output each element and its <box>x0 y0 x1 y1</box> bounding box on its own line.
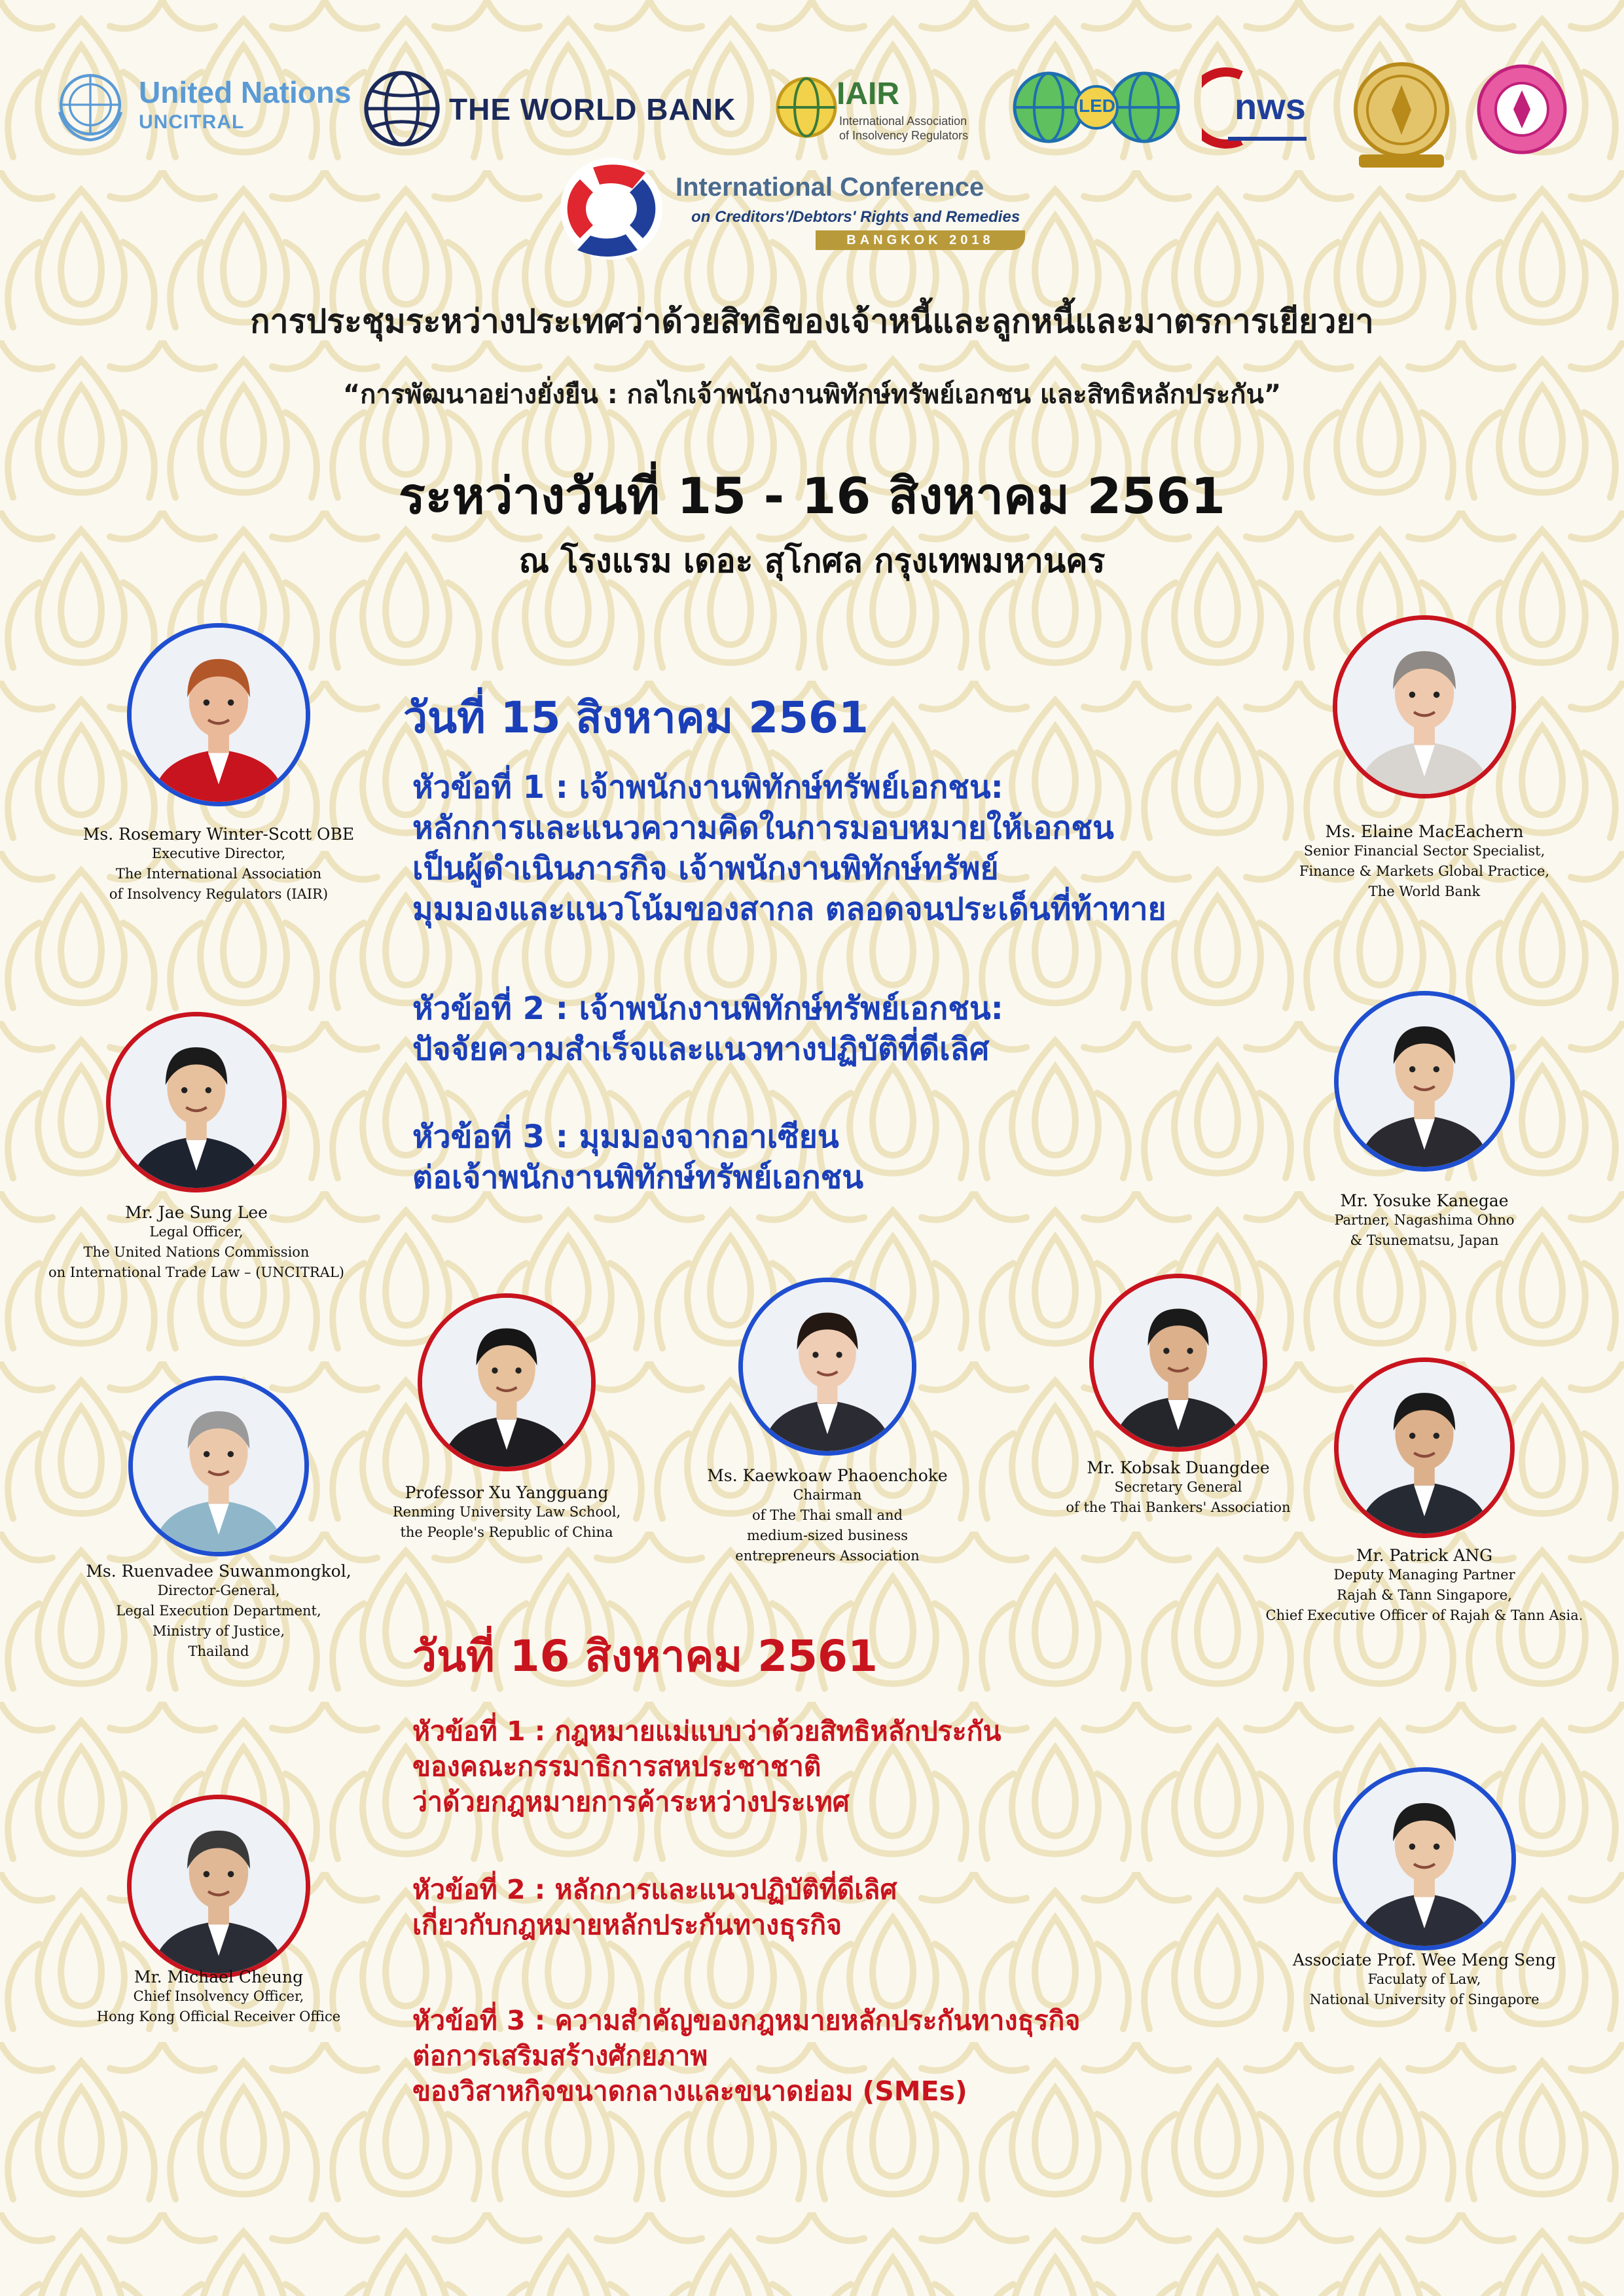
conference-title: International Conference <box>676 173 984 202</box>
day1-topic-1 <box>412 767 1166 929</box>
conference-date: ระหว่างวันที่ 15 - 16 สิงหาคม 2561 <box>398 467 1226 525</box>
speaker-name: Mr. Patrick ANG <box>1356 1546 1493 1565</box>
conference-venue: ณ โรงแรม เดอะ สุโกศล กรุงเทพมหานคร <box>518 542 1106 580</box>
topic-line: ของวิสาหกิจขนาดกลางและขนาดย่อม (SMEs) <box>412 2075 967 2107</box>
speaker-photo <box>128 1376 309 1556</box>
iair-sub-1: International Association <box>839 115 967 128</box>
topic-line: ต่อเจ้าพนักงานพิทักษ์ทรัพย์เอกชน <box>412 1159 864 1196</box>
speaker-role: of Insolvency Regulators (IAIR) <box>109 886 329 902</box>
speaker-name: Mr. Yosuke Kanegae <box>1340 1191 1509 1210</box>
speaker-caption <box>0 1203 393 1283</box>
speaker-caption <box>690 1466 965 1566</box>
world-bank-logo <box>361 68 761 153</box>
speaker-avatar-icon <box>1337 620 1511 794</box>
day2-topic-1 <box>412 1713 1001 1820</box>
speaker-caption <box>1028 1458 1329 1518</box>
day2-heading: วันที่ 16 สิงหาคม 2561 <box>412 1631 878 1681</box>
speaker-avatar-icon <box>111 1016 282 1188</box>
speaker-role: The World Bank <box>1368 884 1481 899</box>
speaker-caption <box>1241 822 1608 902</box>
conference-logo <box>554 153 1077 264</box>
speaker-role: Executive Director, <box>151 846 286 861</box>
led-name: LED <box>1079 96 1115 116</box>
speaker-avatar-icon <box>1337 1772 1511 1946</box>
topic-line: หัวข้อที่ 2 : เจ้าพนักงานพิทักษ์ทรัพย์เอกชน: <box>412 990 1003 1027</box>
speaker-name: Ms. Rosemary Winter-Scott OBE <box>82 825 355 844</box>
speaker-caption <box>1241 1191 1608 1251</box>
speaker-role: National University of Singapore <box>1309 1992 1540 2007</box>
nws-logo <box>1202 65 1313 151</box>
speaker-name: Ms. Kaewkoaw Phaoenchoke <box>707 1466 948 1485</box>
topic-line: หัวข้อที่ 1 : เจ้าพนักงานพิทักษ์ทรัพย์เอกชน: <box>412 769 1003 806</box>
speaker-role: Renming University Law School, <box>392 1504 621 1520</box>
day1-topic-2 <box>412 988 1003 1069</box>
speaker-role: Finance & Markets Global Practice, <box>1299 863 1550 879</box>
speaker-role: Ministry of Justice, <box>152 1623 285 1639</box>
speaker-photo <box>418 1293 596 1471</box>
speaker-photo <box>1089 1274 1267 1452</box>
speaker-photo <box>1333 615 1516 798</box>
speaker-role: The International Association <box>115 866 322 882</box>
speaker-photo <box>1334 1357 1515 1538</box>
speaker-avatar-icon <box>743 1282 912 1451</box>
topic-line: ปัจจัยความสำเร็จและแนวทางปฏิบัติที่ดีเลิศ <box>412 1031 990 1067</box>
speaker-role: on International Trade Law – (UNCITRAL) <box>48 1265 344 1280</box>
world-bank-name: THE WORLD BANK <box>449 92 736 126</box>
speaker-photo <box>1333 1767 1516 1950</box>
speaker-role: Senior Financial Sector Specialist, <box>1303 843 1545 859</box>
topic-line: เป็นผู้ดำเนินภารกิจ เจ้าพนักงานพิทักษ์ทรัพย์ <box>412 850 999 887</box>
day2-topic-2 <box>412 1872 897 1943</box>
topic-line: หัวข้อที่ 3 : มุมมองจากอาเซียน <box>412 1119 839 1155</box>
topic-line: หัวข้อที่ 3 : ความสำคัญของกฎหมายหลักประกันทางธุรกิจ <box>412 2005 1081 2036</box>
un-logo <box>54 65 361 144</box>
speaker-photo <box>1334 991 1515 1172</box>
topic-line: เกี่ยวกับกฎหมายหลักประกันทางธุรกิจ <box>412 1909 842 1941</box>
speaker-photo <box>127 623 310 806</box>
iair-name: IAIR <box>837 77 899 111</box>
speaker-role: the People's Republic of China <box>400 1524 613 1540</box>
speaker-photo <box>127 1795 310 1978</box>
speaker-role: Rajah & Tann Singapore, <box>1337 1587 1512 1603</box>
department-seal-icon <box>1475 63 1568 156</box>
speaker-caption <box>35 825 402 905</box>
speaker-name: Mr. Michael Cheung <box>134 1967 304 1986</box>
topic-line: หัวข้อที่ 1 : กฎหมายแม่แบบว่าด้วยสิทธิหลักประกัน <box>412 1715 1001 1747</box>
speaker-role: Chief Executive Officer of Rajah & Tann Asia. <box>1265 1607 1583 1623</box>
page-subtitle: “การพัฒนาอย่างยั่งยืน : กลไกเจ้าพนักงานพิทักษ์ทรัพย์เอกชน และสิทธิหลักประกัน” <box>342 380 1282 410</box>
speaker-role: Hong Kong Official Receiver Office <box>96 2009 341 2024</box>
un-name: United Nations <box>139 75 352 109</box>
speaker-photo <box>106 1012 287 1193</box>
speaker-avatar-icon <box>1339 996 1510 1167</box>
iair-emblem-icon <box>774 75 839 140</box>
speaker-avatar-icon <box>1094 1278 1263 1447</box>
speaker-role: medium-sized business <box>746 1528 909 1543</box>
speaker-role: Chairman <box>793 1487 862 1503</box>
department-seal <box>1475 63 1568 156</box>
speaker-role: Faculaty of Law, <box>1367 1971 1481 1987</box>
speaker-caption <box>369 1483 644 1543</box>
day1-topic-3 <box>412 1117 863 1198</box>
ministry-seal <box>1339 59 1464 170</box>
speaker-avatar-icon <box>1339 1362 1510 1534</box>
topic-line: หลักการและแนวความคิดในการมอบหมายให้เอกชน <box>412 810 1114 846</box>
un-emblem-icon <box>54 68 127 141</box>
page-title: การประชุมระหว่างประเทศว่าด้วยสิทธิของเจ้าหนี้และลูกหนี้และมาตรการเยียวยา <box>250 302 1374 340</box>
speaker-name: Mr. Kobsak Duangdee <box>1087 1458 1270 1477</box>
topic-line: หัวข้อที่ 2 : หลักการและแนวปฏิบัติที่ดีเลิศ <box>412 1874 897 1905</box>
speaker-name: Associate Prof. Wee Meng Seng <box>1292 1950 1557 1969</box>
speaker-avatar-icon <box>132 1799 306 1973</box>
speaker-role: of the Thai Bankers' Association <box>1066 1499 1291 1515</box>
un-sub: UNCITRAL <box>139 111 245 133</box>
ministry-seal-icon <box>1339 59 1464 170</box>
speaker-avatar-icon <box>133 1380 304 1552</box>
topic-line: ของคณะกรรมาธิการสหประชาชาติ <box>412 1751 821 1782</box>
speaker-role: Deputy Managing Partner <box>1333 1567 1515 1583</box>
speaker-avatar-icon <box>422 1298 591 1467</box>
speaker-name: Mr. Jae Sung Lee <box>125 1203 268 1222</box>
speaker-role: Legal Officer, <box>149 1224 244 1240</box>
speaker-role: Chief Insolvency Officer, <box>133 1988 304 2004</box>
conference-subtitle: on Creditors'/Debtors' Rights and Remedies <box>691 208 1020 226</box>
speaker-photo <box>738 1278 916 1456</box>
speaker-role: Secretary General <box>1114 1479 1242 1495</box>
speaker-name: Professor Xu Yangguang <box>405 1483 609 1502</box>
led-logo <box>1008 68 1185 147</box>
day2-topic-3 <box>412 2003 1080 2109</box>
globe-icon <box>361 68 442 149</box>
speaker-role: of The Thai small and <box>752 1507 903 1523</box>
speaker-caption <box>55 1967 382 2027</box>
speaker-caption <box>1241 1546 1608 1626</box>
conference-emblem-icon <box>554 153 669 264</box>
topic-line: มุมมองและแนวโน้มของสากล ตลอดจนประเด็นที่ท้าทาย <box>412 891 1166 927</box>
speaker-role: Director-General, <box>157 1583 280 1598</box>
speaker-role: Legal Execution Department, <box>116 1603 321 1619</box>
speaker-role: Thailand <box>188 1643 249 1659</box>
speaker-role: & Tsunematsu, Japan <box>1350 1232 1499 1248</box>
speaker-name: Ms. Ruenvadee Suwanmongkol, <box>86 1562 352 1581</box>
iair-sub-2: of Insolvency Regulators <box>839 129 969 142</box>
conference-bar: BANGKOK 2018 <box>816 230 1025 250</box>
speaker-role: Partner, Nagashima Ohno <box>1334 1212 1515 1228</box>
topic-line: ว่าด้วยกฎหมายการค้าระหว่างประเทศ <box>412 1786 850 1818</box>
iair-logo <box>774 71 996 149</box>
nws-name: nws <box>1235 86 1306 127</box>
speaker-name: Ms. Elaine MacEachern <box>1325 822 1524 841</box>
speaker-caption <box>1241 1950 1608 2010</box>
speaker-caption <box>62 1562 376 1662</box>
speaker-avatar-icon <box>132 628 306 802</box>
topic-line: ต่อการเสริมสร้างศักยภาพ <box>412 2040 708 2072</box>
speaker-role: The United Nations Commission <box>83 1244 310 1260</box>
speaker-role: entrepreneurs Association <box>735 1548 920 1564</box>
day1-heading: วันที่ 15 สิงหาคม 2561 <box>403 692 869 743</box>
